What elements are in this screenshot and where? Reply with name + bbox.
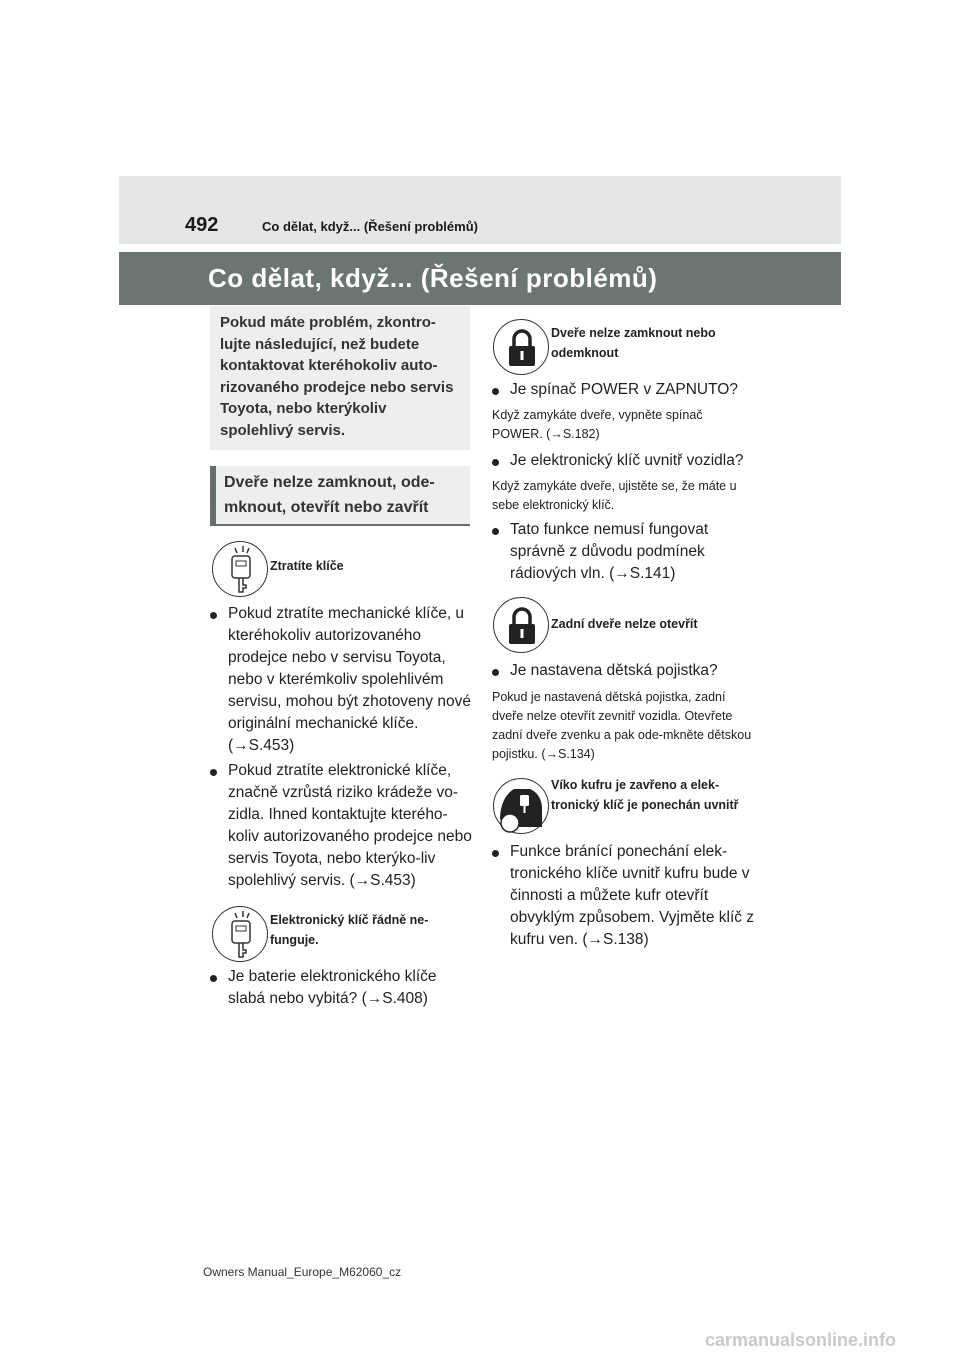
section-heading-text: Dveře nelze zamknout, ode-mknout, otevřít nebo zavřít <box>224 474 435 516</box>
list-item <box>492 519 754 585</box>
lost-keys-label: Ztratíte klíče <box>270 559 344 573</box>
bullet-dot <box>210 975 217 982</box>
running-title: Co dělat, když... (Řešení problémů) <box>262 219 478 234</box>
note-text: Pokud je nastavená dětská pojistka, zadní dveře nelze otevřít zevnitř vozidla. Otevřete zadní dveře zvenku a pak ode-mkněte dětskou pojistku. (→S.134) <box>492 690 752 761</box>
bullet-dot <box>492 669 499 676</box>
bullet-text: Je baterie elektronického klíče slabá nebo vybitá? (→S.408) <box>228 968 437 1007</box>
bullet-dot <box>492 388 499 395</box>
bullet-text: Pokud ztratíte elektronické klíče, značně vzrůstá riziko krádeže vo-zidla. Ihned kontaktujte kterého-koliv autorizovaného prodejce nebo servis Toyota, nebo kterýko-liv spolehlivý servis. (→S.453) <box>228 762 472 889</box>
bullet-dot <box>210 769 217 776</box>
page-number: 492 <box>185 214 219 236</box>
bullet-dot <box>492 459 499 466</box>
key-fob-icon <box>212 541 268 597</box>
page-title: Co dělat, když... (Řešení problémů) <box>208 263 658 293</box>
note-text: Když zamykáte dveře, ujistěte se, že máte u sebe elektronický klíč. <box>492 479 737 512</box>
bullet-dot <box>492 850 499 857</box>
intro-text: Pokud máte problém, zkontro-lujte následující, než budete kontaktovat kteréhokoliv auto-rizovaného prodejce nebo servis Toyota, nebo kterýkoliv spolehlivý servis. <box>220 314 454 439</box>
list-item <box>492 450 757 472</box>
bullet-dot <box>210 612 217 619</box>
lock-issue-label: Dveře nelze zamknout nebo odemknout <box>551 326 716 360</box>
bullet-text: Pokud ztratíte mechanické klíče, u kteréhokoliv autorizovaného prodejce nebo v servisu Toyota, nebo v kterémkoliv spolehlivém servisu, mohou být zhotoveny nové originální mechanické klíče. (→S.453) <box>228 605 471 754</box>
padlock-icon <box>493 597 549 653</box>
list-item <box>492 660 757 682</box>
bullet-text: Funkce bránící ponechání elek-tronického klíče uvnitř kufru bude v činnosti a můžete kufr otevřít obvyklým způsobem. Vyjměte klíč z kufru ven. (→S.138) <box>510 843 755 948</box>
note-text: Když zamykáte dveře, vypněte spínač POWER. (→S.182) <box>492 408 703 441</box>
bullet-text: Je nastavena dětská pojistka? <box>510 662 718 679</box>
bullet-text: Tato funkce nemusí fungovat správně z důvodu podmínek rádiových vln. (→S.141) <box>510 521 709 582</box>
rear-door-label: Zadní dveře nelze otevřít <box>551 617 698 631</box>
list-item <box>210 603 472 757</box>
bullet-text: Je elektronický klíč uvnitř vozidla? <box>510 452 744 469</box>
bullet-dot <box>492 528 499 535</box>
watermark: carmanualsonline.info <box>705 1330 897 1350</box>
list-item <box>210 966 472 1010</box>
padlock-icon <box>493 319 549 375</box>
bullet-text: Je spínač POWER v ZAPNUTO? <box>510 381 738 398</box>
intro-box <box>210 306 470 450</box>
header-band <box>119 176 841 244</box>
list-item <box>492 841 757 951</box>
key-malfunction-label: Elektronický klíč řádně ne-funguje. <box>270 913 429 947</box>
footer-text: Owners Manual_Europe_M62060_cz <box>203 1265 402 1279</box>
key-fob-icon <box>212 906 268 962</box>
trunk-key-icon <box>493 778 549 834</box>
trunk-label: Víko kufru je zavřeno a elek-tronický klíč je ponechán uvnitř <box>551 778 739 812</box>
section-heading <box>210 466 470 526</box>
list-item <box>492 379 757 401</box>
list-item <box>210 760 472 892</box>
